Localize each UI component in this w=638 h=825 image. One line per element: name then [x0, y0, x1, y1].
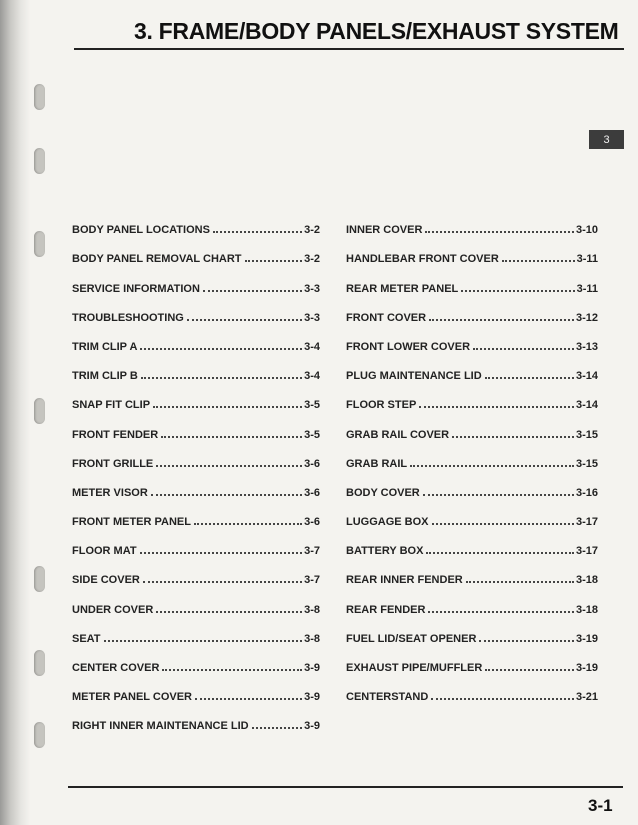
- toc-entry-label: FRONT GRILLE: [72, 457, 154, 470]
- toc-entry-page: 3-12: [575, 311, 598, 324]
- binder-hole: [34, 231, 45, 257]
- toc-entry-page: 3-17: [575, 545, 598, 558]
- toc-entry-label: FRONT FENDER: [72, 428, 159, 441]
- toc-entry-page: 3-4: [304, 340, 320, 353]
- toc-entry-label: LUGGAGE BOX: [346, 516, 429, 529]
- toc-entry[interactable]: [72, 207, 320, 236]
- toc-leader-dots: [425, 231, 574, 233]
- binder-hole: [34, 566, 45, 592]
- toc-entry[interactable]: [346, 295, 598, 324]
- toc-leader-dots: [156, 465, 302, 467]
- toc-leader-dots: [452, 436, 574, 438]
- toc-entry-page: 3-4: [304, 370, 320, 383]
- toc-entry-label: TROUBLESHOOTING: [72, 311, 184, 324]
- toc-entry[interactable]: [346, 411, 598, 440]
- toc-leader-dots: [141, 377, 302, 379]
- toc-entry-page: 3-15: [575, 428, 598, 441]
- toc-leader-dots: [187, 319, 302, 321]
- toc-entry[interactable]: [72, 353, 320, 382]
- toc-entry-label: EXHAUST PIPE/MUFFLER: [346, 662, 483, 674]
- toc-entry-page: 3-6: [304, 516, 320, 529]
- toc-entry-page: 3-9: [304, 662, 320, 674]
- toc-leader-dots: [423, 494, 574, 496]
- toc-leader-dots: [485, 377, 574, 379]
- toc-entry-label: GRAB RAIL COVER: [346, 428, 450, 441]
- toc-entry-label: FRONT COVER: [346, 311, 427, 324]
- toc-entry-page: 3-3: [304, 282, 320, 295]
- toc-leader-dots: [473, 348, 574, 350]
- toc-leader-dots: [466, 581, 574, 583]
- toc-entry-page: 3-17: [575, 516, 598, 529]
- toc-entry[interactable]: [72, 441, 320, 470]
- toc-entry-label: UNDER COVER: [72, 603, 154, 616]
- toc-entry[interactable]: [72, 586, 320, 615]
- toc-leader-dots: [140, 552, 303, 554]
- toc-entry-label: SEAT: [72, 632, 101, 645]
- toc-leader-dots: [432, 523, 574, 525]
- toc-entry-label: METER VISOR: [72, 486, 148, 499]
- toc-entry[interactable]: [346, 557, 598, 586]
- footer-rule: [68, 786, 623, 788]
- toc-leader-dots: [245, 260, 303, 262]
- toc-entry-label: REAR INNER FENDER: [346, 574, 463, 587]
- toc-leader-dots: [419, 406, 574, 408]
- section-tab: 3: [589, 130, 624, 149]
- toc-entry-page: 3-15: [575, 457, 598, 470]
- toc-entry-label: FRONT METER PANEL: [72, 516, 191, 529]
- toc-entry[interactable]: [346, 586, 598, 615]
- toc-entry-page: 3-11: [576, 253, 598, 266]
- toc-entry-page: 3-11: [576, 282, 598, 295]
- toc-entry[interactable]: [346, 528, 598, 557]
- toc-leader-dots: [426, 552, 574, 554]
- toc-entry-page: 3-13: [575, 340, 598, 353]
- toc-entry-label: FRONT LOWER COVER: [346, 340, 471, 353]
- toc-leader-dots: [431, 698, 574, 700]
- toc-entry-label: TRIM CLIP A: [72, 340, 138, 353]
- toc-entry[interactable]: [72, 528, 320, 557]
- toc-entry-page: 3-10: [575, 224, 598, 237]
- toc-entry-page: 3-7: [304, 545, 320, 558]
- toc-entry[interactable]: [72, 295, 320, 324]
- toc-leader-dots: [143, 581, 302, 583]
- toc-leader-dots: [410, 465, 574, 467]
- toc-entry-label: FLOOR STEP: [346, 399, 417, 412]
- toc-leader-dots: [502, 260, 575, 262]
- toc-leader-dots: [252, 727, 302, 729]
- toc-leader-dots: [194, 523, 302, 525]
- binder-hole: [34, 84, 45, 110]
- toc-leader-dots: [151, 494, 302, 496]
- toc-leader-dots: [461, 290, 574, 292]
- toc-entry-page: 3-3: [304, 311, 320, 324]
- toc-entry-page: 3-8: [304, 603, 320, 616]
- toc-entry-label: CENTER COVER: [72, 662, 160, 674]
- toc-entry[interactable]: [346, 674, 598, 703]
- toc-entry-label: FUEL LID/SEAT OPENER: [346, 632, 477, 645]
- toc-leader-dots: [140, 348, 302, 350]
- toc-entry-label: SNAP FIT CLIP: [72, 399, 151, 412]
- toc-entry-page: 3-21: [575, 691, 598, 704]
- toc-entry[interactable]: [72, 616, 320, 645]
- toc-entry-label: CENTERSTAND: [346, 691, 429, 704]
- toc-leader-dots: [485, 669, 574, 671]
- toc-entry[interactable]: [72, 470, 320, 499]
- toc-entry-label: INNER COVER: [346, 224, 423, 237]
- toc-entry-page: 3-16: [575, 486, 598, 499]
- toc-entry-page: 3-5: [304, 428, 320, 441]
- toc-entry-label: BODY COVER: [346, 486, 420, 499]
- toc-entry-label: BODY PANEL LOCATIONS: [72, 224, 210, 237]
- toc-entry[interactable]: [72, 645, 320, 674]
- toc-entry-label: GRAB RAIL: [346, 457, 408, 470]
- toc-entry[interactable]: [346, 353, 598, 382]
- toc-entry[interactable]: [346, 265, 598, 294]
- toc-entry-page: 3-9: [304, 720, 320, 733]
- toc-entry-label: BODY PANEL REMOVAL CHART: [72, 253, 242, 266]
- toc-entry[interactable]: [72, 499, 320, 528]
- toc-entry-page: 3-5: [304, 399, 320, 412]
- toc-entry-label: FLOOR MAT: [72, 545, 137, 558]
- toc-entry[interactable]: [346, 441, 598, 470]
- toc-entry[interactable]: [346, 324, 598, 353]
- binder-hole: [34, 650, 45, 676]
- binder-hole: [34, 722, 45, 748]
- toc-entry-page: 3-7: [304, 574, 320, 587]
- binder-hole: [34, 148, 45, 174]
- toc-entry-label: PLUG MAINTENANCE LID: [346, 370, 482, 383]
- toc-entry[interactable]: [346, 499, 598, 528]
- toc-entry[interactable]: [346, 236, 598, 265]
- toc-entry-label: METER PANEL COVER: [72, 691, 192, 704]
- toc-left-column: [72, 207, 320, 732]
- toc-entry-page: 3-14: [575, 370, 598, 383]
- toc-entry-page: 3-19: [575, 632, 598, 645]
- toc-entry-page: 3-19: [575, 662, 598, 674]
- toc-entry[interactable]: [72, 382, 320, 411]
- toc-entry[interactable]: [346, 616, 598, 645]
- toc-entry-page: 3-2: [304, 253, 320, 266]
- toc-leader-dots: [161, 436, 302, 438]
- toc-entry[interactable]: [72, 557, 320, 586]
- toc-entry-label: REAR FENDER: [346, 603, 426, 616]
- toc-right-column: [346, 207, 598, 703]
- toc-entry[interactable]: [72, 411, 320, 440]
- toc-entry-label: REAR METER PANEL: [346, 282, 459, 295]
- toc-leader-dots: [104, 640, 303, 642]
- toc-entry[interactable]: [346, 645, 598, 674]
- title-rule: [74, 48, 624, 50]
- toc-entry-label: SERVICE INFORMATION: [72, 282, 200, 295]
- toc-entry-label: RIGHT INNER MAINTENANCE LID: [72, 720, 249, 733]
- toc-entry[interactable]: [72, 236, 320, 265]
- toc-entry-page: 3-9: [304, 691, 320, 704]
- toc-leader-dots: [153, 406, 302, 408]
- toc-leader-dots: [203, 290, 302, 292]
- toc-leader-dots: [195, 698, 302, 700]
- toc-leader-dots: [428, 611, 574, 613]
- toc-entry-page: 3-18: [575, 603, 598, 616]
- toc-entry[interactable]: [346, 207, 598, 236]
- toc-leader-dots: [479, 640, 574, 642]
- toc-entry-label: TRIM CLIP B: [72, 370, 138, 383]
- toc-entry-page: 3-6: [304, 457, 320, 470]
- toc-entry[interactable]: [346, 470, 598, 499]
- page-binding-edge: [0, 0, 30, 825]
- toc-leader-dots: [162, 669, 302, 671]
- toc-entry[interactable]: [72, 265, 320, 294]
- toc-entry[interactable]: [72, 324, 320, 353]
- toc-entry-page: 3-6: [304, 486, 320, 499]
- toc-entry[interactable]: [72, 674, 320, 703]
- toc-entry-page: 3-14: [575, 399, 598, 412]
- page-title: 3. FRAME/BODY PANELS/EXHAUST SYSTEM: [134, 18, 619, 44]
- toc-entry-page: 3-18: [575, 574, 598, 587]
- toc-entry-label: SIDE COVER: [72, 574, 140, 587]
- toc-entry-page: 3-2: [304, 224, 320, 237]
- binder-hole: [34, 398, 45, 424]
- toc-entry-label: BATTERY BOX: [346, 545, 424, 558]
- toc-leader-dots: [156, 611, 302, 613]
- page-number: 3-1: [588, 796, 613, 815]
- toc-entry-label: HANDLEBAR FRONT COVER: [346, 253, 499, 266]
- toc-entry-page: 3-8: [304, 632, 320, 645]
- toc-leader-dots: [213, 231, 302, 233]
- toc-entry[interactable]: [346, 382, 598, 411]
- toc-leader-dots: [429, 319, 574, 321]
- toc-entry[interactable]: [72, 703, 320, 732]
